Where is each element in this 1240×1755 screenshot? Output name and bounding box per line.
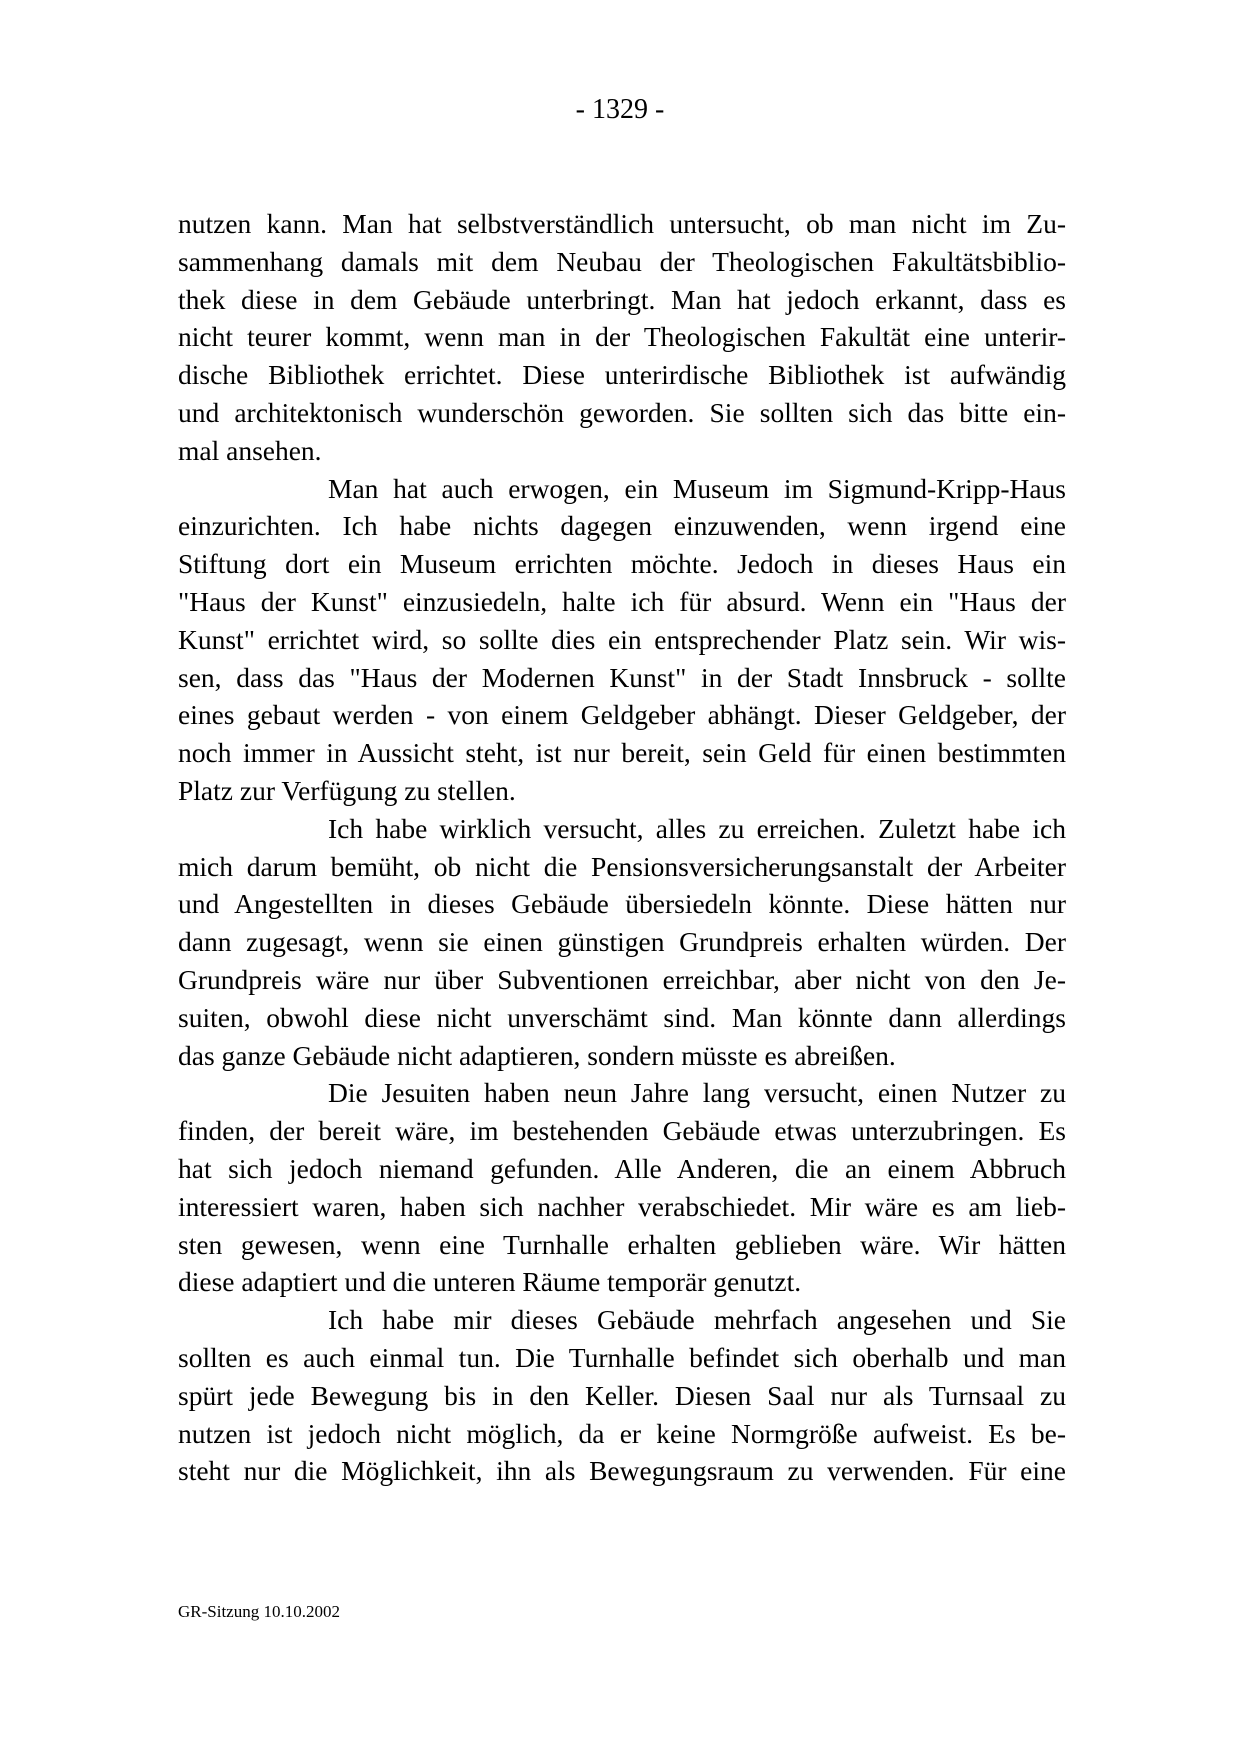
- text-line: Stiftung dort ein Museum errichten möchte. Jedoch in dieses Haus ein: [178, 548, 1066, 580]
- text-line: "Haus der Kunst" einzusiedeln, halte ich für absurd. Wenn ein "Haus der: [178, 585, 1066, 617]
- text-line: und architektonisch wunderschön geworden. Sie sollten sich das bitte ein-: [178, 396, 1066, 428]
- paragraph: [178, 1074, 1066, 1301]
- text-line: interessiert waren, haben sich nachher verabschiedet. Mir wäre es am lieb-: [178, 1190, 1066, 1222]
- text-line: mich darum bemüht, ob nicht die Pensionsversicherungsanstalt der Arbeiter: [178, 850, 1066, 882]
- text-line: sammenhang damals mit dem Neubau der Theologischen Fakultätsbiblio-: [178, 245, 1066, 277]
- text-line: noch immer in Aussicht steht, ist nur bereit, sein Geld für einen bestimmten: [178, 737, 1066, 769]
- paragraph: [178, 810, 1066, 1075]
- text-line: dische Bibliothek errichtet. Diese unterirdische Bibliothek ist aufwändig: [178, 359, 1066, 391]
- text-line: Ich habe wirklich versucht, alles zu erreichen. Zuletzt habe ich: [328, 812, 1066, 844]
- paragraph: [178, 205, 1066, 470]
- text-line: Die Jesuiten haben neun Jahre lang versucht, einen Nutzer zu: [328, 1077, 1066, 1109]
- body-text: [178, 205, 1066, 1490]
- text-line: hat sich jedoch niemand gefunden. Alle Anderen, die an einem Abbruch: [178, 1152, 1066, 1184]
- text-line: nicht teurer kommt, wenn man in der Theologischen Fakultät eine unterir-: [178, 321, 1066, 353]
- text-line: nutzen ist jedoch nicht möglich, da er keine Normgröße aufweist. Es be-: [178, 1417, 1066, 1449]
- text-line: das ganze Gebäude nicht adaptieren, sondern müsste es abreißen.: [178, 1039, 896, 1071]
- text-line: Ich habe mir dieses Gebäude mehrfach angesehen und Sie: [328, 1304, 1066, 1336]
- text-line: suiten, obwohl diese nicht unverschämt sind. Man könnte dann allerdings: [178, 1001, 1066, 1033]
- page-number: - 1329 -: [575, 94, 665, 125]
- text-line: dann zugesagt, wenn sie einen günstigen Grundpreis erhalten würden. Der: [178, 926, 1066, 958]
- text-line: Man hat auch erwogen, ein Museum im Sigmund-Kripp-Haus: [328, 472, 1066, 504]
- text-line: sollten es auch einmal tun. Die Turnhalle befindet sich oberhalb und man: [178, 1341, 1066, 1373]
- text-line: sen, dass das "Haus der Modernen Kunst" in der Stadt Innsbruck - sollte: [178, 661, 1066, 693]
- text-line: einzurichten. Ich habe nichts dagegen einzuwenden, wenn irgend eine: [178, 510, 1066, 542]
- paragraph: [178, 470, 1066, 810]
- text-line: spürt jede Bewegung bis in den Keller. Diesen Saal nur als Turnsaal zu: [178, 1379, 1066, 1411]
- text-line: Kunst" errichtet wird, so sollte dies ein entsprechender Platz sein. Wir wis-: [178, 623, 1066, 655]
- text-line: sten gewesen, wenn eine Turnhalle erhalten geblieben wäre. Wir hätten: [178, 1228, 1066, 1260]
- text-line: steht nur die Möglichkeit, ihn als Bewegungsraum zu verwenden. Für eine: [178, 1455, 1066, 1487]
- text-line: nutzen kann. Man hat selbstverständlich untersucht, ob man nicht im Zu-: [178, 208, 1066, 239]
- text-line: Platz zur Verfügung zu stellen.: [178, 774, 516, 806]
- text-line: Grundpreis wäre nur über Subventionen erreichbar, aber nicht von den Je-: [178, 963, 1066, 995]
- text-line: diese adaptiert und die unteren Räume temporär genutzt.: [178, 1266, 802, 1298]
- text-line: und Angestellten in dieses Gebäude übersiedeln könnte. Diese hätten nur: [178, 888, 1066, 920]
- text-line: eines gebaut werden - von einem Geldgeber abhängt. Dieser Geldgeber, der: [178, 699, 1066, 731]
- paragraph: [178, 1301, 1066, 1490]
- text-line: mal ansehen.: [178, 434, 322, 466]
- text-line: thek diese in dem Gebäude unterbringt. Man hat jedoch erkannt, dass es: [178, 283, 1066, 315]
- footer-session-date: GR-Sitzung 10.10.2002: [178, 1602, 340, 1621]
- text-line: finden, der bereit wäre, im bestehenden Gebäude etwas unterzubringen. Es: [178, 1115, 1066, 1147]
